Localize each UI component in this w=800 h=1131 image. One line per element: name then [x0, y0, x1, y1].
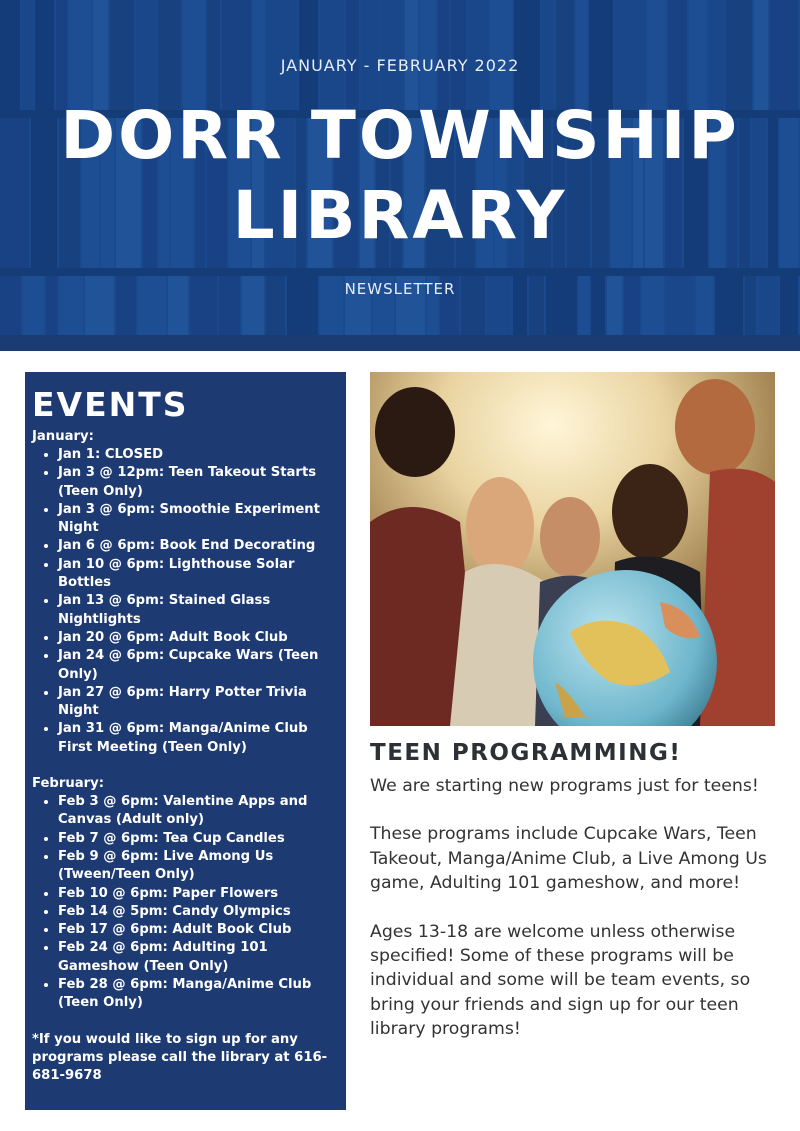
teen-programming-title: TEEN PROGRAMMING!	[370, 740, 682, 766]
january-events-list	[32, 446, 346, 757]
events-panel	[25, 372, 346, 1110]
february-label: February:	[32, 776, 105, 792]
event-item: • Feb 17 @ 6pm: Adult Book Club	[58, 921, 346, 939]
signup-note: *If you would like to sign up for any programs please call the library at 616-681-9678	[32, 1031, 328, 1084]
event-item: • Jan 20 @ 6pm: Adult Book Club	[58, 629, 346, 647]
event-item: • Feb 10 @ 6pm: Paper Flowers	[58, 885, 346, 903]
event-item: • Jan 24 @ 6pm: Cupcake Wars (Teen Only)	[58, 647, 346, 684]
event-item: • Feb 14 @ 5pm: Candy Olympics	[58, 903, 346, 921]
event-item: • Jan 10 @ 6pm: Lighthouse Solar Bottles	[58, 556, 346, 593]
teen-programming-body	[370, 774, 780, 1066]
event-item: • Jan 6 @ 6pm: Book End Decorating	[58, 537, 346, 555]
title-line-2: LIBRARY	[232, 177, 568, 254]
newsletter-date: JANUARY - FEBRUARY 2022	[280, 56, 520, 75]
header-bottom-band	[0, 335, 800, 351]
teen-paragraph-3: Ages 13-18 are welcome unless otherwise specified! Some of these programs will be individual and some will be team events, so bring your friends and sign up for our teen library programs!	[370, 921, 751, 1040]
event-item: • Feb 28 @ 6pm: Manga/Anime Club (Teen Only)	[58, 976, 346, 1013]
photo-illustration	[370, 372, 775, 726]
newsletter-label: NEWSLETTER	[344, 280, 456, 298]
january-label: January:	[32, 429, 94, 444]
event-item: • Jan 3 @ 6pm: Smoothie Experiment Night	[58, 501, 346, 538]
event-item: • Jan 31 @ 6pm: Manga/Anime Club First Meeting (Teen Only)	[58, 720, 346, 757]
february-events-list	[32, 793, 346, 1013]
event-item: • Feb 9 @ 6pm: Live Among Us (Tween/Teen Only)	[58, 848, 346, 885]
teens-globe-photo	[370, 372, 775, 726]
library-title	[0, 96, 800, 256]
event-item: • Jan 3 @ 12pm: Teen Takeout Starts (Teen Only)	[58, 464, 346, 501]
events-heading: EVENTS	[32, 385, 189, 424]
event-item: • Feb 24 @ 6pm: Adulting 101 Gameshow (Teen Only)	[58, 939, 346, 976]
event-item: • Feb 3 @ 6pm: Valentine Apps and Canvas (Adult only)	[58, 793, 346, 830]
teen-paragraph-2: These programs include Cupcake Wars, Teen Takeout, Manga/Anime Club, a Live Among Us game, Adulting 101 gameshow, and more!	[370, 824, 767, 894]
event-item: • Jan 1: CLOSED	[58, 446, 346, 464]
teen-paragraph-1: We are starting new programs just for teens!	[370, 776, 759, 796]
event-item: • Jan 27 @ 6pm: Harry Potter Trivia Night	[58, 684, 346, 721]
header-banner	[0, 0, 800, 340]
title-line-1: DORR TOWNSHIP	[60, 97, 740, 174]
event-item: • Jan 13 @ 6pm: Stained Glass Nightlights	[58, 592, 346, 629]
event-item: • Feb 7 @ 6pm: Tea Cup Candles	[58, 830, 346, 848]
